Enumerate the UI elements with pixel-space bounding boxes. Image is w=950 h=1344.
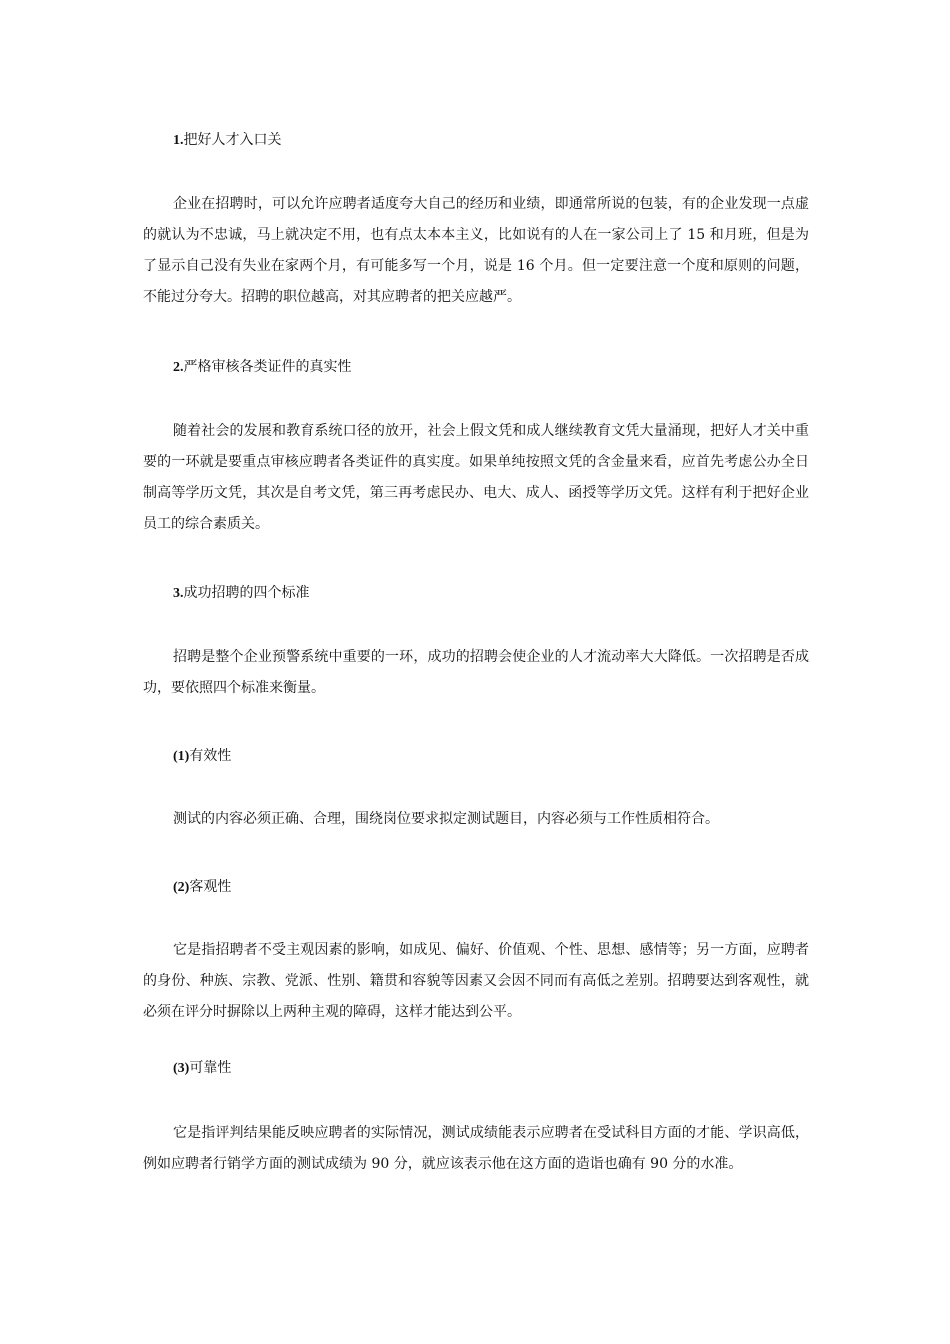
section-number: (1) xyxy=(173,749,190,764)
section-paragraph: 它是指招聘者不受主观因素的影响，如成见、偏好、价值观、个性、思想、感情等；另一方面，应聘者的身份、种族、宗教、党派、性别、籍贯和容貌等因素又会因不同而有高低之差别。招聘要达到客观性，就必须在评分时摒除以上两种主观的障碍，这样才能达到公平。 xyxy=(143,942,809,1020)
section-title: 严格审核各类证件的真实性 xyxy=(183,359,352,375)
section-heading xyxy=(173,583,310,604)
section-heading xyxy=(173,877,231,898)
section-title: 可靠性 xyxy=(189,1060,232,1076)
section-paragraph: 企业在招聘时，可以允许应聘者适度夸大自己的经历和业绩，即通常所说的包装，有的企业发现一点虚的就认为不忠诚，马上就决定不用，也有点太本本主义，比如说有的人在一家公司上了 15 和月班，但是为了显示自己没有失业在家两个月，有可能多写一个月，说是 16 个月。但一定要注意一个度和原则的问题，不能过分夸大。招聘的职位越高，对其应聘者的把关应越严。 xyxy=(143,196,809,305)
section-heading xyxy=(173,1058,231,1079)
section-paragraph: 测试的内容必须正确、合理，围绕岗位要求拟定测试题目，内容必须与工作性质相符合。 xyxy=(173,811,719,827)
section-heading xyxy=(173,130,282,151)
section-paragraph: 招聘是整个企业预警系统中重要的一环，成功的招聘会使企业的人才流动率大大降低。一次招聘是否成功，要依照四个标准来衡量。 xyxy=(143,649,809,696)
section-paragraph: 它是指评判结果能反映应聘者的实际情况，测试成绩能表示应聘者在受试科目方面的才能、学识高低，例如应聘者行销学方面的测试成绩为 90 分，就应该表示他在这方面的造诣也确有 90 分的水准。 xyxy=(143,1125,809,1172)
section-heading xyxy=(173,357,352,378)
section-title: 把好人才入口关 xyxy=(183,132,282,148)
section-title: 客观性 xyxy=(189,879,232,895)
section-title: 有效性 xyxy=(189,748,232,764)
section-number: 1. xyxy=(173,133,184,148)
section-number: 3. xyxy=(173,586,184,601)
section-number: (2) xyxy=(173,880,190,895)
section-number: 2. xyxy=(173,360,184,375)
section-paragraph: 随着社会的发展和教育系统口径的放开，社会上假文凭和成人继续教育文凭大量涌现，把好人才关中重要的一环就是要重点审核应聘者各类证件的真实度。如果单纯按照文凭的含金量来看，应首先考虑公办全日制高等学历文凭，其次是自考文凭，第三再考虑民办、电大、成人、函授等学历文凭。这样有利于把好企业员工的综合素质关。 xyxy=(143,423,809,532)
section-heading xyxy=(173,746,231,767)
section-number: (3) xyxy=(173,1061,190,1076)
section-title: 成功招聘的四个标准 xyxy=(183,585,310,601)
